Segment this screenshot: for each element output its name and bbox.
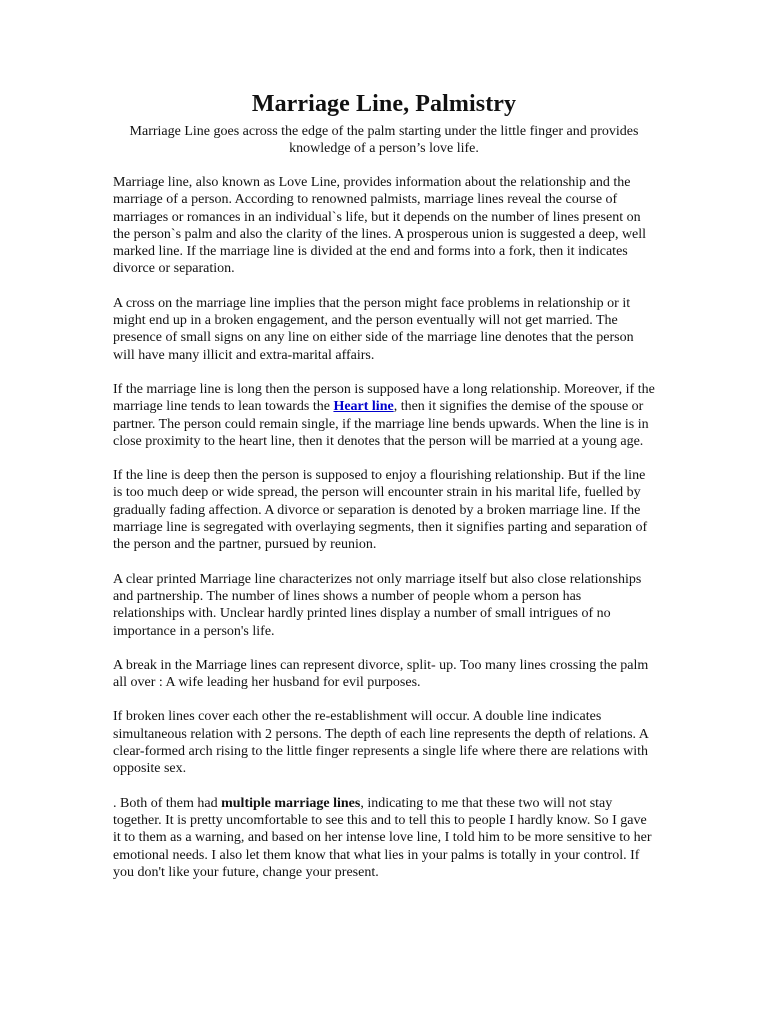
multiple-marriage-lines-emphasis: multiple marriage lines bbox=[221, 795, 361, 811]
subtitle: Marriage Line goes across the edge of the palm starting under the little finger and provides knowledge of a person’s love life. bbox=[129, 124, 639, 156]
paragraph-8 bbox=[113, 795, 655, 881]
page-title: Marriage Line, Palmistry bbox=[251, 91, 517, 117]
paragraph-3-text-end: , then it signifies the demise of the spouse or partner. The person could remain single, if the marriage line bends upwards. When the line is in close proximity to the heart line, then it denotes that the person will be married at a young age. bbox=[113, 399, 649, 449]
paragraph-1: Marriage line, also known as Love Line, provides information about the relationship and the marriage of a person. According to renowned palmists, marriage lines reveal the course of marriages or romances in an individual`s life, but it depends on the number of lines present on the person`s palm and also the clarity of the lines. A prosperous union is suggested a deep, well marked line. If the marriage line is divided at the end and forms into a fork, then it indicates divorce or separation. bbox=[113, 175, 647, 277]
paragraph-3 bbox=[113, 381, 655, 450]
paragraph-3-text-start: If the marriage line is long then the person is supposed have a long relationship. Moreover, if the marriage line tends to lean towards the bbox=[113, 381, 655, 415]
paragraph-4: If the line is deep then the person is supposed to enjoy a flourishing relationship. But if the line is too much deep or wide spread, the person will encounter strain in his marital life, fuelled by gradually fading affection. A divorce or separation is denoted by a broken marriage line. If the marriage line is segregated with overlaying segments, then it signifies parting and separation of the person and the partner, pursued by reunion. bbox=[113, 468, 648, 553]
document-page bbox=[113, 90, 655, 898]
paragraph-8-text-start: . Both of them had bbox=[113, 795, 222, 811]
paragraph-8-text-end: , indicating to me that these two will not stay together. It is pretty uncomfortable to see this and to tell this to people I hardly know. So I gave it to them as a warning, and based on her intense love line, I told him to be more sensitive to her emotional needs. I also let them know that what lies in your palms is totally in your control. If you don't like your future, change your present. bbox=[113, 795, 652, 880]
heart-line-link[interactable]: Heart line bbox=[333, 399, 394, 415]
paragraph-6: A break in the Marriage lines can represent divorce, split- up. Too many lines crossing the palm all over : A wife leading her husband for evil purposes. bbox=[113, 657, 649, 691]
paragraph-7: If broken lines cover each other the re-establishment will occur. A double line indicates simultaneous relation with 2 persons. The depth of each line represents the depth of relations. A clear-formed arch rising to the little finger represents a single life where there are relations with opposite sex. bbox=[113, 709, 649, 777]
paragraph-2: A cross on the marriage line implies that the person might face problems in relationship or it might end up in a broken engagement, and the person eventually will not get married. The presence of small signs on any line on either side of the marriage line denotes that the person will have many illicit and extra-marital affairs. bbox=[113, 295, 634, 363]
paragraph-5: A clear printed Marriage line characterizes not only marriage itself but also close relationships and partnership. The number of lines shows a number of people whom a person has relationships with. Unclear hardly printed lines display a number of small intrigues of no importance in a person's life. bbox=[113, 571, 642, 639]
